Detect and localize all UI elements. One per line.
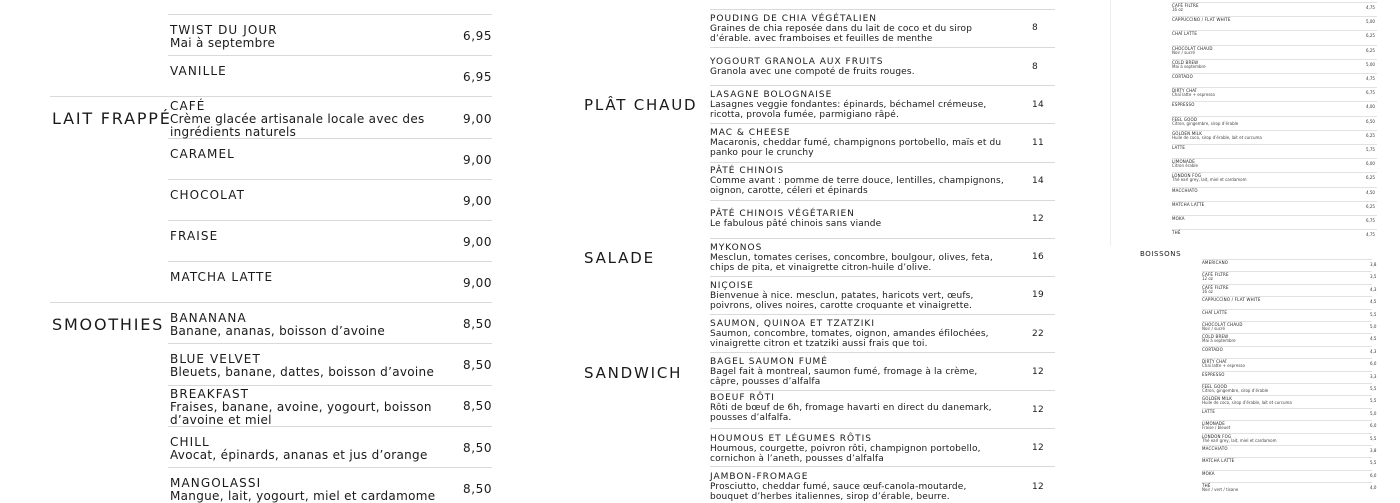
thumbnail-item-name: MATCHA LATTE xyxy=(1172,201,1205,207)
menu-item-name: MYKONOS xyxy=(710,243,763,253)
menu-item-price: 12 xyxy=(1032,405,1045,415)
thumbnail-item-name: MACCHIATO xyxy=(1202,446,1228,451)
thumbnail-item-price: 6,0 xyxy=(1370,361,1377,367)
divider xyxy=(168,385,492,386)
thumbnail-item-description: Huile de coco, sirop d’érable, lait et curcuma xyxy=(1202,400,1292,406)
menu-item-name: CAFÉ xyxy=(170,99,206,113)
menu-item xyxy=(710,319,1006,349)
menu-item-price: 9,00 xyxy=(463,112,493,126)
menu-item-description: Mangue, lait, yogourt, miel et cardamome xyxy=(170,489,436,503)
section-heading-lait-frappe: LAIT FRAPPÉ xyxy=(52,109,172,128)
menu-item xyxy=(170,312,442,338)
menu-item-price: 9,00 xyxy=(463,194,493,208)
menu-item-name: FRAISE xyxy=(170,229,219,243)
thumbnail-item-name: LIMONADE xyxy=(1202,421,1225,427)
divider xyxy=(710,428,1055,429)
thumbnail-label: BOISSONS xyxy=(1140,250,1182,258)
section-heading-plat-chaud: PLÂT CHAUD xyxy=(584,96,698,114)
thumbnail-item-description: Chaï latte + espresso xyxy=(1202,363,1245,369)
thumbnail-item-price: 3,5 xyxy=(1370,274,1377,280)
thumbnail-item-description: Thé earl grey, lait, miel et cardamom xyxy=(1172,177,1247,183)
thumbnail-item-description: Fraise / bleuet xyxy=(1202,425,1231,431)
section-heading-smoothies: SMOOTHIES xyxy=(52,315,165,334)
thumbnail-item-price: 5,00 xyxy=(1366,19,1375,25)
divider xyxy=(710,9,1055,10)
thumbnail-item-name: MACCHIATO xyxy=(1172,187,1198,193)
thumbnail-divider xyxy=(1172,101,1377,102)
menu-item xyxy=(710,281,1006,311)
menu-item xyxy=(170,100,442,139)
thumbnail-item-name: GOLDEN MILK xyxy=(1202,396,1233,402)
divider xyxy=(168,14,492,15)
menu-item xyxy=(710,166,1006,196)
menu-item-name: MANGOLASSI xyxy=(170,476,262,490)
menu-item-description: Crème glacée artisanale locale avec des ingrédients naturels xyxy=(170,112,425,139)
thumbnail-item-description: 12 oz xyxy=(1202,276,1213,282)
menu-item-description: Granola avec une compoté de fruits rouges. xyxy=(710,67,915,77)
menu-item-description: Graines de chia reposée dans du lait de coco et du sirop d’érable. avec framboises et feuilles de menthe xyxy=(710,24,973,44)
thumbnail-item-name: CHAÏ LATTE xyxy=(1202,309,1228,315)
menu-page-food xyxy=(560,0,1100,500)
thumbnail-item-price: 5,00 xyxy=(1366,61,1375,67)
thumbnail-item-name: CORTADO xyxy=(1172,74,1193,79)
thumbnail-item-price: 4,75 xyxy=(1366,232,1375,238)
menu-item xyxy=(170,353,442,379)
thumbnail-divider xyxy=(1202,371,1372,372)
thumbnail-item-name: MOKA xyxy=(1172,216,1185,221)
divider xyxy=(710,200,1055,201)
menu-item-description: Comme avant : pomme de terre douce, lentilles, champignons, oignon, carotte, céleri et épinards xyxy=(710,176,1004,196)
thumbnail-item-price: 4,00 xyxy=(1366,104,1375,110)
divider xyxy=(710,162,1055,163)
menu-item-price: 8,50 xyxy=(463,441,493,455)
menu-item-name: SAUMON, QUINOA ET TZATZIKI xyxy=(710,319,875,329)
menu-item-price: 6,95 xyxy=(463,29,493,43)
thumbnail-divider xyxy=(1172,229,1377,230)
thumbnail-item-price: 6,25 xyxy=(1366,47,1375,53)
thumbnail-item-price: 4,0 xyxy=(1370,485,1377,491)
section-divider xyxy=(50,96,492,97)
thumbnail-item-name: CAFÉ FILTRE xyxy=(1172,3,1199,8)
menu-item-name: BAGEL SAUMON FUMÉ xyxy=(710,357,828,367)
thumbnail-item-name: LATTE xyxy=(1172,145,1186,150)
thumbnail-item-name: AMERICANO xyxy=(1202,260,1229,265)
thumbnail-item-price: 5,5 xyxy=(1370,311,1377,317)
menu-item-name: JAMBON-FROMAGE xyxy=(710,472,809,482)
thumbnail-item-price: 6,25 xyxy=(1366,175,1375,181)
thumbnail-item-name: CAPPUCCINO / FLAT WHITE xyxy=(1172,17,1231,23)
menu-item-price: 9,00 xyxy=(463,276,493,290)
thumbnail-item-name: CAFÉ FILTRE xyxy=(1202,272,1229,278)
menu-item xyxy=(170,24,442,50)
thumbnail-item-price: 5,5 xyxy=(1370,435,1377,441)
menu-item-price: 9,00 xyxy=(463,153,493,167)
thumbnail-item-description: Mai à septembre xyxy=(1172,63,1206,69)
menu-item-description: Rôti de bœuf de 6h, fromage havarti en direct du danemark, pousses d’alfalfa. xyxy=(710,403,992,423)
thumbnail-item-name: LIMONADE xyxy=(1172,159,1195,165)
thumbnail-item-description: Mai à septembre xyxy=(1202,338,1236,344)
menu-item xyxy=(170,148,442,161)
menu-item-description: Fraises, banane, avoine, yogourt, boisson d’avoine et miel xyxy=(170,400,432,427)
divider xyxy=(168,220,492,221)
menu-page-drinks-cold xyxy=(0,0,540,503)
menu-item xyxy=(710,243,1006,273)
divider xyxy=(168,179,492,180)
divider xyxy=(168,55,492,56)
thumbnail-item-price: 6,25 xyxy=(1366,132,1375,138)
menu-item xyxy=(170,230,442,243)
thumbnail-divider xyxy=(1172,116,1377,117)
thumbnail-item-description: 16 oz xyxy=(1172,7,1183,12)
thumbnail-item-price: 6,25 xyxy=(1366,33,1375,39)
thumbnail-item-description: Noir / vert / tisane xyxy=(1202,487,1239,493)
menu-item-price: 8 xyxy=(1032,62,1039,72)
thumbnail-item-name: DIRTY CHAÏ xyxy=(1202,359,1227,365)
menu-item-price: 12 xyxy=(1032,443,1045,453)
menu-item xyxy=(710,128,1006,158)
thumbnail-item-name: THÉ xyxy=(1202,483,1211,489)
thumbnail-item-name: CAFÉ FILTRE xyxy=(1202,284,1229,290)
thumbnail-item-name: CORTADO xyxy=(1202,346,1223,352)
thumbnail-item-name: ESPRESSO xyxy=(1172,102,1195,108)
menu-item-name: CHILL xyxy=(170,435,210,449)
menu-item-price: 8,50 xyxy=(463,399,493,413)
thumbnail-item-description: Citron érable xyxy=(1172,163,1198,169)
thumbnail-item-price: 4,3 xyxy=(1370,286,1377,292)
thumbnail-item-price: 6,0 xyxy=(1370,423,1377,429)
thumbnail-item-price: 5,5 xyxy=(1370,386,1377,391)
menu-item-name: LASAGNE BOLOGNAISE xyxy=(710,90,833,100)
thumbnail-item-price: 5,5 xyxy=(1370,398,1377,404)
thumbnail-divider xyxy=(1172,215,1377,216)
thumbnail-item-description: Noir / sucré xyxy=(1202,326,1225,331)
thumbnail-divider xyxy=(1172,73,1377,74)
menu-item-price: 12 xyxy=(1032,482,1045,492)
menu-item-name: NIÇOISE xyxy=(710,281,754,291)
menu-item xyxy=(170,477,442,503)
divider xyxy=(710,238,1055,239)
menu-item xyxy=(710,434,1006,464)
thumbnail-item-name: FEEL GOOD xyxy=(1202,384,1228,389)
menu-item-name: CHOCOLAT xyxy=(170,188,246,202)
thumbnail-item-price: 5,75 xyxy=(1366,147,1375,152)
menu-item-name: PÂTÉ CHINOIS VÉGÉTARIEN xyxy=(710,209,855,219)
divider xyxy=(710,47,1055,48)
thumbnail-item-description: Citron, gingembre, sirop d’érable xyxy=(1172,120,1239,126)
menu-item-price: 12 xyxy=(1032,214,1045,224)
menu-item-name: MAC & CHEESE xyxy=(710,128,791,138)
menu-item-description: Houmous, courgette, poivron rôti, champignon portobello, cornichon à l’aneth, pousses d’alfalfa xyxy=(710,444,981,464)
section-heading-sandwich: SANDWICH xyxy=(584,364,683,382)
menu-item-price: 14 xyxy=(1032,100,1045,110)
menu-item-description: Mai à septembre xyxy=(170,36,276,50)
menu-item xyxy=(710,393,1006,423)
thumbnail-item-name: DIRTY CHAÏ xyxy=(1172,88,1197,94)
thumbnail-item-price: 6,25 xyxy=(1366,203,1375,209)
thumbnail-item-name: CAPPUCCINO / FLAT WHITE xyxy=(1202,297,1261,303)
menu-item-name: PÂTÉ CHINOIS xyxy=(710,166,785,176)
thumbnail-item-description: 16 oz xyxy=(1202,288,1213,294)
menu-item-description: Avocat, épinards, ananas et jus d’orange xyxy=(170,448,428,462)
menu-item xyxy=(170,189,442,202)
menu-item xyxy=(710,57,1006,77)
thumbnail-divider xyxy=(1202,408,1372,409)
thumbnail-item-name: MOKA xyxy=(1202,470,1215,476)
divider xyxy=(168,343,492,344)
menu-item-description: Bleuets, banane, dattes, boisson d’avoine xyxy=(170,365,435,379)
menu-item-price: 19 xyxy=(1032,290,1045,300)
menu-item-price: 6,95 xyxy=(463,70,493,84)
menu-item xyxy=(710,209,1006,229)
menu-item-price: 11 xyxy=(1032,138,1045,148)
thumbnail-item-name: CHAÏ LATTE xyxy=(1172,31,1198,37)
thumbnail-item-description: Citron, gingembre, sirop d’érable xyxy=(1202,388,1269,393)
menu-item-description: Lasagnes veggie fondantes: épinards, béchamel crémeuse, ricotta, provola fumée, parmigiano râpé. xyxy=(710,100,987,120)
menu-item-description: Macaronis, cheddar fumé, champignons portobello, maïs et du panko pour le crunchy xyxy=(710,138,1002,158)
thumbnail-divider xyxy=(1172,87,1377,88)
thumbnail-item-price: 5,5 xyxy=(1370,460,1377,466)
menu-item-name: TWIST DU JOUR xyxy=(170,23,278,37)
menu-item xyxy=(710,357,1006,387)
menu-item-price: 14 xyxy=(1032,176,1045,186)
thumbnail-item-price: 5,0 xyxy=(1370,410,1377,416)
thumbnail-item-price: 3,8 xyxy=(1370,448,1377,453)
thumbnail-item-price: 4,50 xyxy=(1366,189,1375,195)
thumbnail-item-name: GOLDEN MILK xyxy=(1172,130,1203,136)
menu-item-description: Bienvenue à nice. mesclun, patates, haricots vert, œufs, poivrons, olives noires, carotte croquante et vinaigrette. xyxy=(710,291,974,311)
menu-item xyxy=(170,388,442,427)
thumbnail-item-name: ESPRESSO xyxy=(1202,371,1225,377)
thumbnail-divider xyxy=(1172,144,1377,145)
menu-item xyxy=(170,436,442,462)
divider xyxy=(710,276,1055,277)
menu-thumbnail-hot-drinks xyxy=(1110,0,1381,246)
thumbnail-divider xyxy=(1172,2,1377,3)
thumbnail-divider xyxy=(1202,383,1372,384)
menu-thumbnail-drinks xyxy=(1198,258,1380,500)
menu-item-name: YOGOURT GRANOLA AUX FRUITS xyxy=(710,57,884,67)
menu-item-price: 12 xyxy=(1032,367,1045,377)
thumbnail-divider xyxy=(1172,158,1377,159)
menu-item-name: BOEUF RÔTI xyxy=(710,393,775,403)
thumbnail-item-name: MATCHA LATTE xyxy=(1202,458,1235,464)
thumbnail-divider xyxy=(1172,187,1377,188)
menu-item-description: Bagel fait à montreal, saumon fumé, fromage à la crème, câpre, pousses d’alfalfa xyxy=(710,367,978,387)
menu-item-description: Banane, ananas, boisson d’avoine xyxy=(170,324,386,338)
section-heading-salade: SALADE xyxy=(584,249,655,267)
thumbnail-item-name: CHOCOLAT CHAUD xyxy=(1202,322,1243,327)
menu-item-description: Saumon, concombre, tomates, oignon, amandes éfilochées, vinaigrette citron et tzatziki aussi frais que toi. xyxy=(710,329,989,349)
divider xyxy=(710,123,1055,124)
thumbnail-item-price: 6,0 xyxy=(1370,472,1377,478)
thumbnail-divider xyxy=(1172,172,1377,173)
menu-item-price: 9,00 xyxy=(463,235,493,249)
menu-item-description: Mesclun, tomates cerises, concombre, boulgour, olives, feta, chips de pita, et vinaigrette citron-huile d’olive. xyxy=(710,253,993,273)
menu-item-price: 22 xyxy=(1032,329,1045,339)
menu-item-name: CARAMEL xyxy=(170,147,235,161)
thumbnail-item-description: Noir / sucré xyxy=(1172,49,1195,55)
menu-item xyxy=(170,65,442,78)
thumbnail-divider xyxy=(1202,309,1372,310)
thumbnail-item-name: COLD BREW xyxy=(1202,334,1229,340)
thumbnail-item-name: LATTE xyxy=(1202,408,1216,414)
menu-item-name: HOUMOUS ET LÉGUMES RÔTIS xyxy=(710,434,872,444)
menu-item-name: VANILLE xyxy=(170,64,227,78)
menu-item-name: MATCHA LATTE xyxy=(170,270,274,284)
menu-item xyxy=(710,90,1006,120)
menu-item xyxy=(710,472,1006,502)
menu-item-price: 16 xyxy=(1032,252,1045,262)
menu-item-name: BLUE VELVET xyxy=(170,352,261,366)
divider xyxy=(710,390,1055,391)
thumbnail-item-description: Chaï latte + espresso xyxy=(1172,92,1215,98)
thumbnail-item-name: LONDON FOG xyxy=(1172,173,1202,179)
thumbnail-divider xyxy=(1172,130,1377,131)
menu-item-name: BREAKFAST xyxy=(170,387,250,401)
thumbnail-item-price: 4,5 xyxy=(1370,336,1377,342)
menu-item-price: 8,50 xyxy=(463,317,493,331)
thumbnail-item-price: 6,00 xyxy=(1366,161,1375,167)
divider xyxy=(710,85,1055,86)
thumbnail-item-price: 4,75 xyxy=(1366,76,1375,81)
thumbnail-item-name: CHOCOLAT CHAUD xyxy=(1172,45,1213,51)
thumbnail-divider xyxy=(1202,358,1372,359)
thumbnail-item-name: FEEL GOOD xyxy=(1172,116,1198,122)
thumbnail-item-price: 4,5 xyxy=(1370,299,1377,305)
menu-item xyxy=(170,271,442,284)
thumbnail-item-price: 6,75 xyxy=(1366,218,1375,223)
menu-item-price: 8 xyxy=(1032,23,1039,33)
thumbnail-item-price: 6,75 xyxy=(1366,90,1375,96)
thumbnail-item-name: LONDON FOG xyxy=(1202,433,1232,439)
divider xyxy=(168,467,492,468)
divider xyxy=(710,466,1055,467)
divider xyxy=(168,261,492,262)
divider xyxy=(710,352,1055,353)
menu-item-price: 8,50 xyxy=(463,358,493,372)
menu-item-name: BANANANA xyxy=(170,311,247,325)
thumbnail-item-price: 6,50 xyxy=(1366,118,1375,124)
thumbnail-item-name: THÉ xyxy=(1172,230,1181,236)
menu-item-description: Prosciutto, cheddar fumé, sauce œuf-canola-moutarde, bouquet d’herbes italiennes, sirop d’érable, beurre. xyxy=(710,482,967,502)
divider xyxy=(710,314,1055,315)
thumbnail-divider xyxy=(1202,482,1372,483)
menu-item-price: 8,50 xyxy=(463,482,493,496)
section-divider xyxy=(50,302,492,303)
thumbnail-item-price: 3,8 xyxy=(1370,262,1377,267)
thumbnail-divider xyxy=(1172,59,1377,60)
menu-item-name: POUDING DE CHIA VÉGÉTALIEN xyxy=(710,14,877,24)
menu-item xyxy=(710,14,1006,44)
thumbnail-divider xyxy=(1202,420,1372,421)
menu-item-description: Le fabulous pâté chinois sans viande xyxy=(710,219,882,229)
thumbnail-item-description: Thé earl grey, lait, miel et cardamom xyxy=(1202,437,1277,443)
thumbnail-item-price: 3,3 xyxy=(1370,373,1377,379)
thumbnail-item-description: Huile de coco, sirop d’érable, lait et curcuma xyxy=(1172,134,1262,140)
thumbnail-item-price: 5,0 xyxy=(1370,324,1377,329)
thumbnail-item-name: COLD BREW xyxy=(1172,59,1199,65)
thumbnail-item-price: 4,3 xyxy=(1370,348,1377,354)
thumbnail-divider xyxy=(1172,30,1377,31)
thumbnail-divider xyxy=(1202,346,1372,347)
thumbnail-item-price: 4,75 xyxy=(1366,5,1375,10)
thumbnail-divider xyxy=(1202,470,1372,471)
